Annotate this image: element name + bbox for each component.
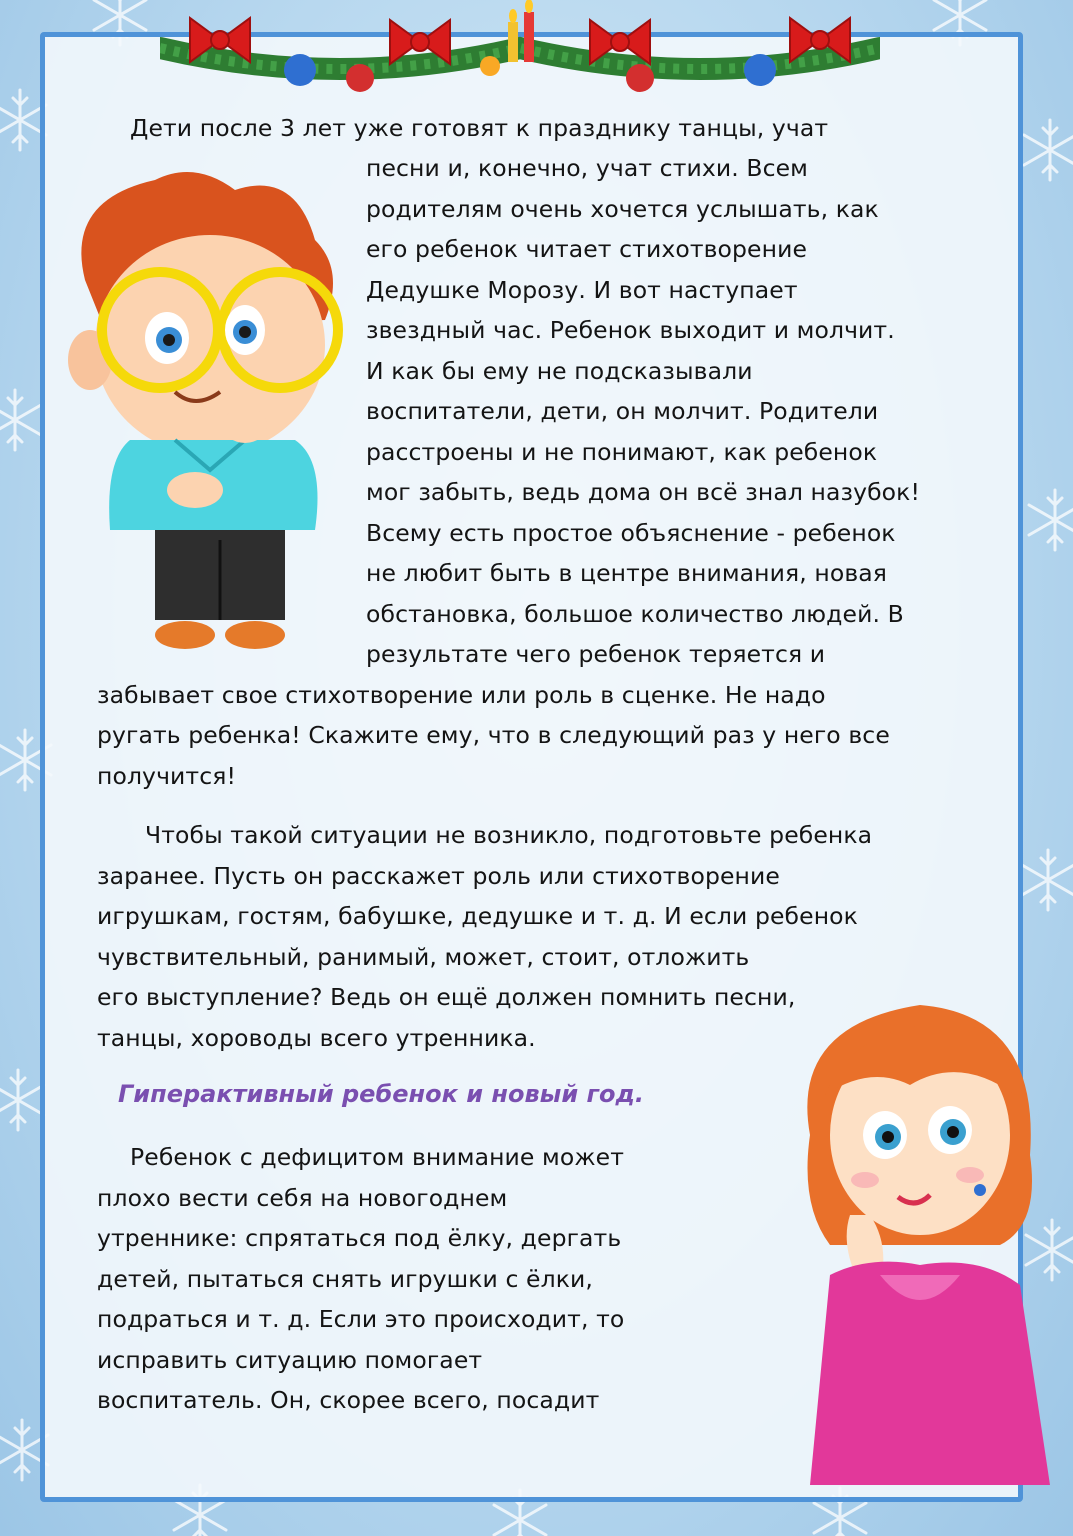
- paragraph-line: мог забыть, ведь дома он всё знал назубок!: [366, 478, 920, 506]
- paragraph-line: результате чего ребенок теряется и: [366, 640, 826, 668]
- paragraph-line: исправить ситуацию помогает: [97, 1346, 483, 1374]
- paragraph-line: подраться и т. д. Если это происходит, то: [97, 1305, 625, 1333]
- paragraph-line: песни и, конечно, учат стихи. Всем: [366, 154, 809, 182]
- paragraph-line: ругать ребенка! Скажите ему, что в следующий раз у него все: [97, 721, 890, 749]
- paragraph-line: его ребенок читает стихотворение: [366, 235, 808, 263]
- paragraph-line: Всему есть простое объяснение - ребенок: [366, 519, 896, 547]
- paragraph-line: не любит быть в центре внимания, новая: [366, 559, 888, 587]
- paragraph-line: получится!: [97, 762, 236, 790]
- paragraph-line: расстроены и не понимают, как ребенок: [366, 438, 878, 466]
- paragraph-line: Чтобы такой ситуации не возникло, подготовьте ребенка: [145, 821, 873, 849]
- paragraph-line: родителям очень хочется услышать, как: [366, 195, 879, 223]
- christmas-garland-icon: [160, 0, 880, 105]
- paragraph-line: плохо вести себя на новогоднем: [97, 1184, 508, 1212]
- paragraph-line: обстановка, большое количество людей. В: [366, 600, 904, 628]
- paragraph-line: И как бы ему не подсказывали: [366, 357, 753, 385]
- paragraph-line: воспитатели, дети, он молчит. Родители: [366, 397, 879, 425]
- paragraph-line: Ребенок с дефицитом внимание может: [130, 1143, 624, 1171]
- paragraph-line: игрушкам, гостям, бабушке, дедушке и т. д. И если ребенок: [97, 902, 858, 930]
- paragraph-line: заранее. Пусть он расскажет роль или стихотворение: [97, 862, 780, 890]
- paragraph-line: детей, пытаться снять игрушки с ёлки,: [97, 1265, 593, 1293]
- paragraph-line: Дети после 3 лет уже готовят к празднику танцы, учат: [130, 114, 829, 142]
- paragraph-line: его выступление? Ведь он ещё должен помнить песни,: [97, 983, 796, 1011]
- paragraph-line: утреннике: спрятаться под ёлку, дергать: [97, 1224, 622, 1252]
- paragraph-line: воспитатель. Он, скорее всего, посадит: [97, 1386, 600, 1414]
- paragraph-line: забывает свое стихотворение или роль в сценке. Не надо: [97, 681, 826, 709]
- paragraph-line: звездный час. Ребенок выходит и молчит.: [366, 316, 895, 344]
- paragraph-line: Дедушке Морозу. И вот наступает: [366, 276, 798, 304]
- paragraph-line: чувствительный, ранимый, может, стоит, отложить: [97, 943, 750, 971]
- boy-with-glasses-illustration: [45, 160, 375, 660]
- paragraph-line: танцы, хороводы всего утренника.: [97, 1024, 536, 1052]
- thinking-girl-illustration: [770, 985, 1070, 1485]
- section-heading: Гиперактивный ребенок и новый год.: [118, 1080, 645, 1108]
